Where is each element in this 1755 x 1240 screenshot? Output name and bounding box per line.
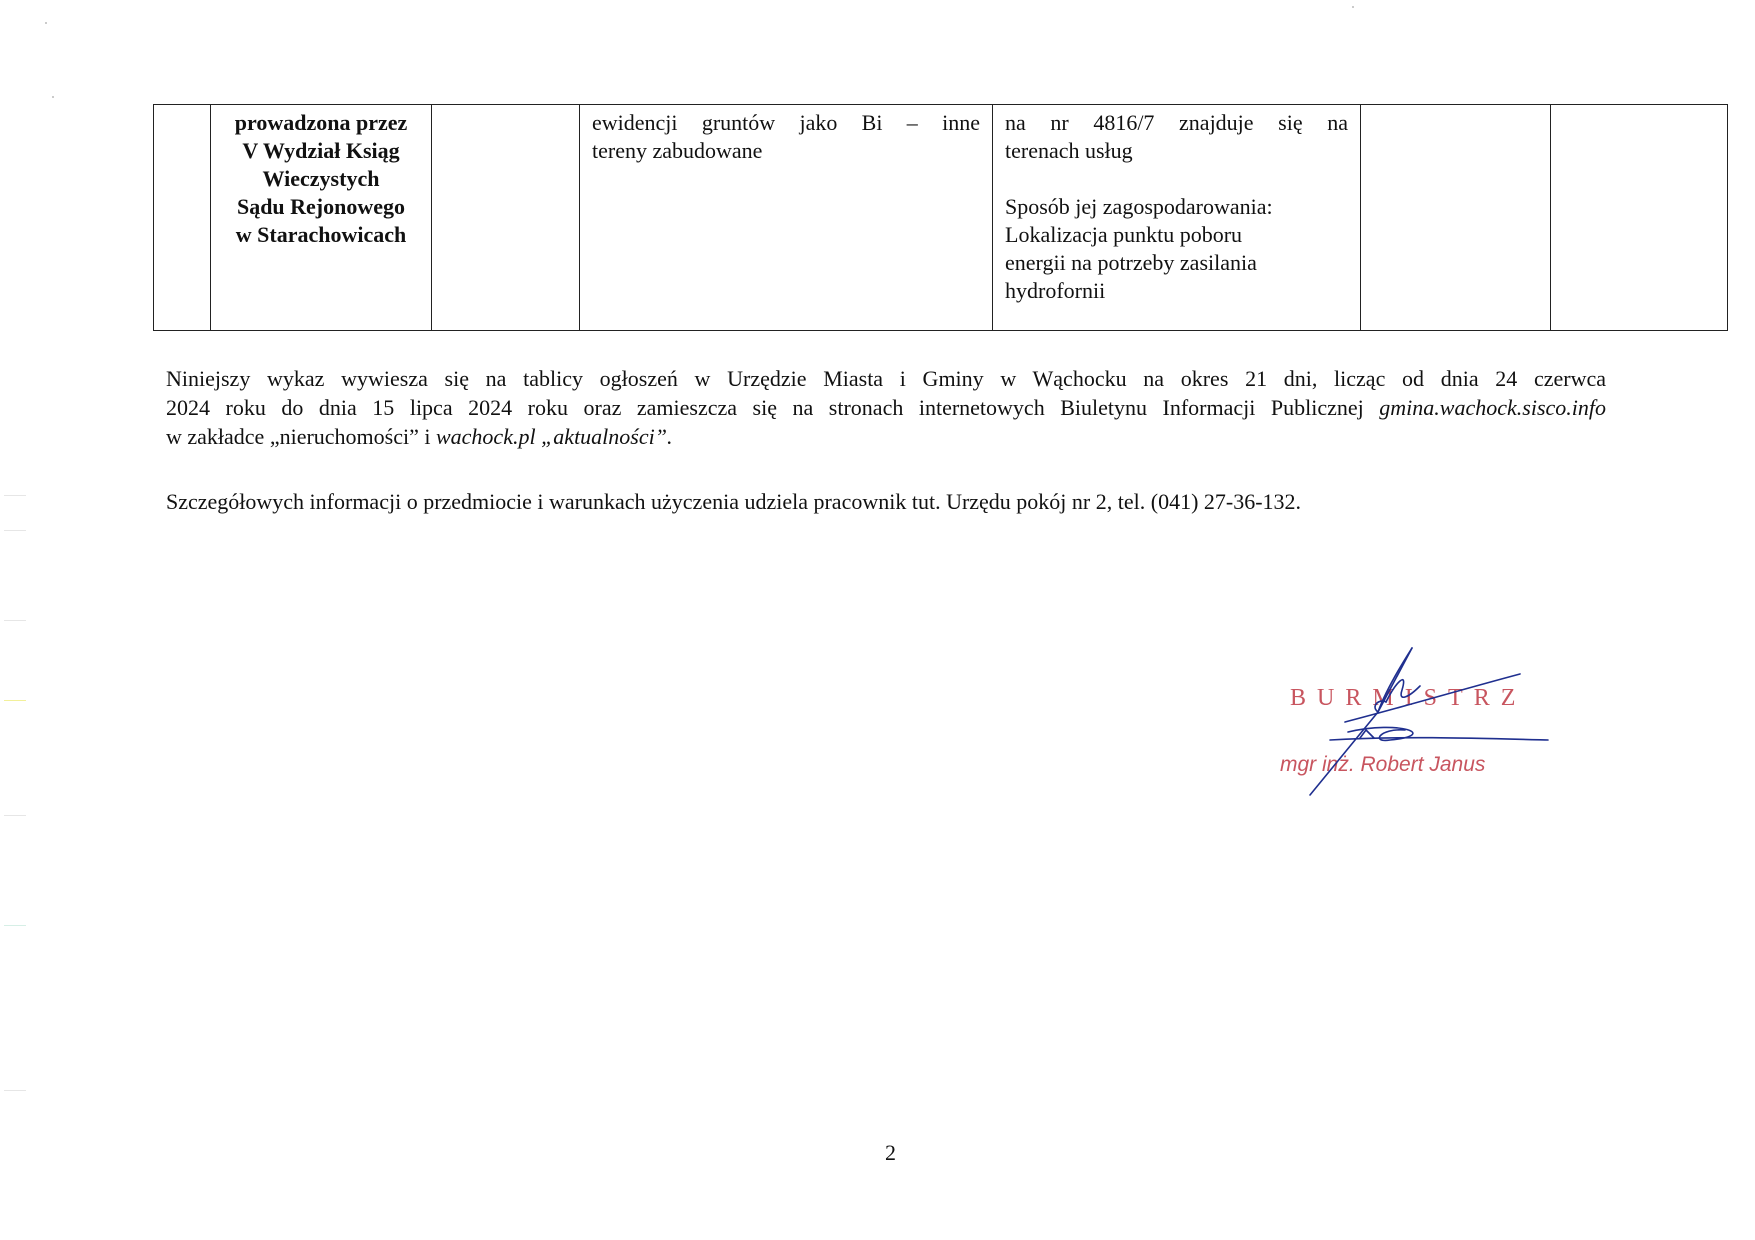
plan-line: na nr 4816/7 znajduje się na (1005, 110, 1348, 135)
bip-link[interactable]: gmina.wachock.sisco.info (1379, 395, 1606, 420)
scan-edge-mark (4, 620, 26, 621)
use-line: Sposób jej zagospodarowania: (1005, 194, 1273, 219)
office-line: prowadzona przez (234, 110, 408, 135)
office-line: w Starachowicach (235, 222, 407, 247)
scan-edge-mark (4, 815, 26, 816)
use-line: Lokalizacja punktu poboru (1005, 222, 1243, 247)
office-line: Wieczystych (262, 166, 380, 191)
notice-paragraph (166, 364, 1606, 451)
scan-speck (1352, 6, 1354, 8)
use-line: energii na potrzeby zasilania (1005, 250, 1257, 275)
notice-text: w zakładce „nieruchomości” i (166, 424, 436, 449)
use-line: hydrofornii (1005, 278, 1106, 303)
notice-line: Niniejszy wykaz wywiesza się na tablicy ogłoszeń w Urzędzie Miasta i Gminy w Wąchocku na okres 21 dni, licząc od dnia 24 czerwca (166, 366, 1606, 391)
table-cell-area (432, 105, 580, 331)
table-cell-purpose (993, 105, 1361, 331)
table-cell-empty (1361, 105, 1551, 331)
website-link[interactable]: wachock.pl „aktualności”. (435, 424, 673, 449)
notice-text: 2024 roku do dnia 15 lipca 2024 roku oraz zamieszcza się na stronach internetowych Biuletynu Informacji Publicznej (166, 395, 1380, 420)
table-cell-empty (1551, 105, 1728, 331)
scan-edge-mark (4, 1090, 26, 1091)
table-cell-land-register (211, 105, 432, 331)
office-line: V Wydział Ksiąg (242, 138, 400, 163)
scan-edge-mark (4, 530, 26, 531)
contact-paragraph: Szczegółowych informacji o przedmiocie i warunkach użyczenia udziela pracownik tut. Urzędu pokój nr 2, tel. (041) 27-36-132. (166, 489, 1302, 514)
table-cell-description (580, 105, 993, 331)
notice-line (166, 393, 1606, 422)
handwritten-signature (1290, 640, 1560, 800)
scan-speck (52, 96, 54, 98)
office-line: Sądu Rejonowego (236, 194, 406, 219)
notice-line (166, 422, 1606, 451)
scan-edge-mark (4, 925, 26, 926)
scan-edge-mark (4, 495, 26, 496)
table-cell-number (154, 105, 211, 331)
classification-line: ewidencji gruntów jako Bi – inne (592, 110, 980, 135)
stamp-name: mgr inż. Robert Janus (1280, 753, 1486, 776)
page-number: 2 (885, 1140, 896, 1165)
scan-speck (45, 22, 47, 24)
plan-line: terenach usług (1005, 138, 1133, 163)
property-table (153, 104, 1728, 331)
scan-edge-mark (4, 700, 26, 701)
table-row (154, 105, 1728, 331)
stamp-title: BURMISTRZ (1290, 685, 1527, 711)
classification-line: tereny zabudowane (592, 138, 763, 163)
